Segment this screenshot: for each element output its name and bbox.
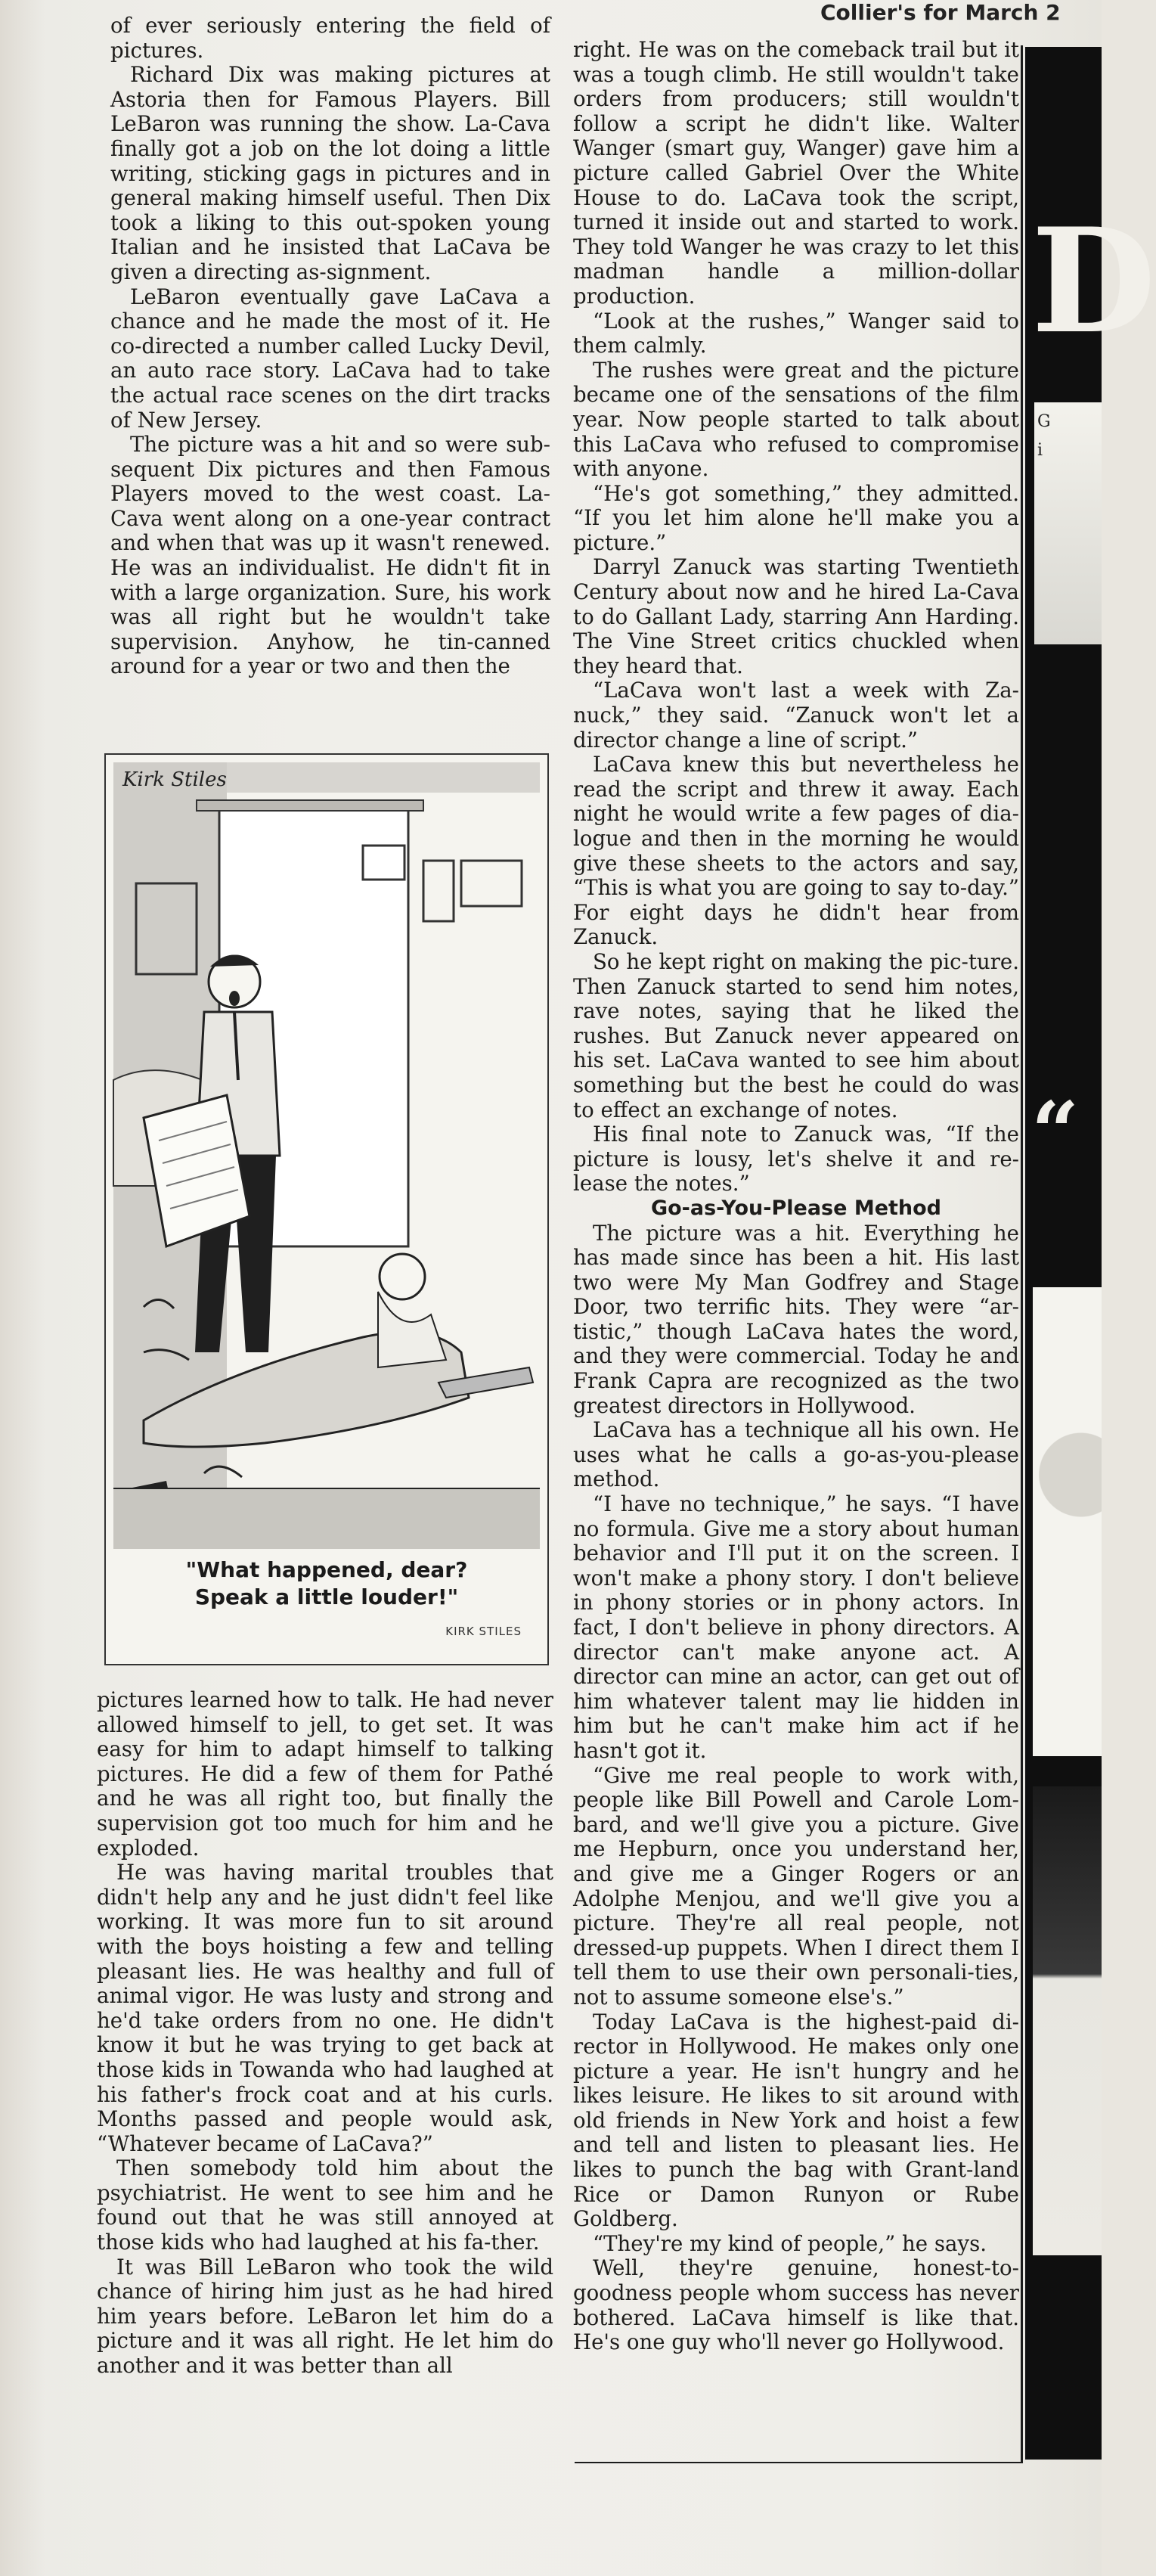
adjacent-advertisement bbox=[1025, 47, 1156, 2460]
paragraph: LaCava knew this but nevertheless he read the script and threw it away. Each night he would write a few pages of dia-logue and then in the morning he would give these sheets to the actors and say, “This is what you are going to say to-day.” For eight days he didn't hear from Zanuck. bbox=[573, 752, 1019, 950]
column-rule-vertical bbox=[1021, 45, 1023, 2462]
column-1-top bbox=[110, 14, 550, 732]
paragraph: LeBaron eventually gave LaCava a chance and he made the most of it. He co-directed a number called Lucky Devil, an auto race story. LaCava had to take the actual race scenes on the dirt tracks of New Jersey. bbox=[110, 284, 550, 433]
paragraph: So he kept right on making the pic-ture. Then Zanuck started to send him notes, rave notes, saying that he liked the rushes. But Zanuck never appeared on his set. LaCava wanted to see him about something but the best he could do was to effect an exchange of notes. bbox=[573, 948, 1019, 1122]
paragraph: Richard Dix was making pictures at Astoria then for Famous Players. Bill LeBaron was running the show. La-Cava finally got a job on the lot doing a little writing, sticking gags in pictures and in general making himself useful. Then Dix took a liking to this out-spoken young Italian and he insisted that LaCava be given a directing as-signment. bbox=[110, 62, 550, 284]
ad-photo-middle bbox=[1033, 1287, 1102, 1756]
paragraph: Well, they're genuine, honest-to-goodness people whom success has never bothered. LaCava himself is like that. He's one guy who'll never go Hollywood. bbox=[573, 2255, 1019, 2355]
paragraph: His final note to Zanuck was, “If the picture is lousy, let's shelve it and re-lease the notes.” bbox=[573, 1122, 1019, 1196]
paragraph: The picture was a hit. Everything he has made since has been a hit. His last two were My Man Godfrey and Stage Door, two terrific hits. They were “ar-tistic,” though LaCava hates the word, and they were commercial. Today he and Frank Capra are recognized as the two greatest directors in Hollywood. bbox=[573, 1220, 1019, 1418]
paragraph: He was having marital troubles that didn't help any and he just didn't feel like working. It was more fun to sit around with the boys hoisting a few and telling pleasant lies. He was healthy and full of animal vigor. He was lusty and strong and he'd take orders from no one. He didn't know it but he was trying to get back at those kids in Towanda who had laughed at his father's frock coat and at his curls. Months passed and people would ask, “Whatever became of LaCava?” bbox=[97, 1860, 553, 2156]
paragraph: “Look at the rushes,” Wanger said to them calmly. bbox=[573, 308, 1019, 358]
paragraph: It was Bill LeBaron who took the wild chance of hiring him just as he had hired him years before. LeBaron let him do a picture and it was all right. He let him do another and it was better than all bbox=[97, 2254, 553, 2379]
ad-photo-bottom bbox=[1033, 1786, 1102, 2255]
paragraph: Then somebody told him about the psychiatrist. He went to see him and he found out that he was still annoyed at those kids who had laughed at his fa-ther. bbox=[97, 2155, 553, 2255]
paragraph: “He's got something,” they admitted. “If you let him alone he'll make you a picture.” bbox=[573, 480, 1019, 555]
paragraph: of ever seriously entering the field of pictures. bbox=[110, 13, 550, 63]
paragraph: “LaCava won't last a week with Za-nuck,” they said. “Zanuck won't let a director change a line of script.” bbox=[573, 678, 1019, 753]
column-1-bottom bbox=[97, 1688, 553, 2482]
paragraph: The rushes were great and the picture became one of the sensations of the film year. Now people started to talk about this LaCava who refused to compromise with anyone. bbox=[573, 357, 1019, 482]
cartoon-illustration bbox=[104, 753, 549, 1665]
paragraph: pictures learned how to talk. He had never allowed himself to jell, to get set. It was easy for him to adapt himself to talking pictures. He did a few of them for Pathé and he was all right too, but finally the supervision got too much for him and he exploded. bbox=[97, 1687, 553, 1861]
ad-photo-text-1: G bbox=[1037, 412, 1051, 431]
cartoon-credit: KIRK STILES bbox=[445, 1625, 522, 1638]
ad-big-letter: D bbox=[1031, 197, 1156, 365]
paragraph: LaCava has a technique all his own. He uses what he calls a go-as-you-please method. bbox=[573, 1417, 1019, 1492]
column-2 bbox=[573, 38, 1019, 2481]
column-rule-horizontal bbox=[575, 2462, 1023, 2463]
ad-photo-top bbox=[1034, 402, 1102, 644]
paragraph: “I have no technique,” he says. “I have no formula. Give me a story about human behavior and I'll put it on the screen. I won't make a phony story. I don't believe in phony stories or in phony actors. In fact, I don't believe in phony directors. A director can't make anyone act. A director can mine an actor, can get out of him whatever talent may lie hidden in him but he can't make him act if he hasn't got it. bbox=[573, 1491, 1019, 1763]
cartoon-drawing bbox=[113, 762, 540, 1549]
section-subheading: Go-as-You-Please Method bbox=[650, 1196, 942, 1220]
ad-quote-mark: “ bbox=[1031, 1083, 1080, 1181]
ad-photo-text-2: i bbox=[1037, 441, 1043, 460]
cartoon-signature: Kirk Stiles bbox=[122, 768, 227, 791]
paragraph: Darryl Zanuck was starting Twentieth Century about now and he hired La-Cava to do Gallant Lady, starring Ann Harding. The Vine Street critics chuckled when they heard that. bbox=[573, 554, 1019, 678]
cartoon-caption-line-2: Speak a little louder!" bbox=[194, 1584, 459, 1609]
paragraph: right. He was on the comeback trail but it was a tough climb. He still wouldn't take orders from producers; still wouldn't follow a script he didn't like. Walter Wanger (smart guy, Wanger) gave him a picture called Gabriel Over the White House to do. LaCava took the script, turned it inside out and started to work. They told Wanger he was crazy to let this madman handle a million-dollar production. bbox=[573, 37, 1019, 309]
paragraph: The picture was a hit and so were sub-sequent Dix pictures and then Famous Players moved to the west coast. La-Cava went along on a one-year contract and when that was up it wasn't renewed. He was an individualist. He didn't fit in with a large organization. Sure, his work was all right but he wouldn't take supervision. Anyhow, he tin-canned around for a year or two and then the bbox=[110, 432, 550, 679]
paragraph: “They're my kind of people,” he says. bbox=[593, 2230, 987, 2256]
running-header: Collier's for March 2 bbox=[820, 0, 1061, 25]
cartoon-caption bbox=[106, 1556, 547, 1611]
paragraph: “Give me real people to work with, people like Bill Powell and Carole Lom-bard, and we'll give you a picture. Give me Hepburn, once you understand her, and give me a Ginger Rogers or an Adolphe Menjou, and we'll give you a picture. They're all real people, not dressed-up puppets. When I direct them I tell them to use their own personali-ties, not to assume someone else's.” bbox=[573, 1762, 1019, 2010]
paragraph: Today LaCava is the highest-paid di-rector in Hollywood. He makes only one picture a year. He isn't hungry and he likes leisure. He likes to sit around with old friends in New York and hoist a few and tell and listen to pleasant lies. He likes to punch the bag with Grant-land Rice or Damon Runyon or Rube Goldberg. bbox=[573, 2009, 1019, 2232]
cartoon-caption-line-1: "What happened, dear? bbox=[185, 1557, 468, 1582]
